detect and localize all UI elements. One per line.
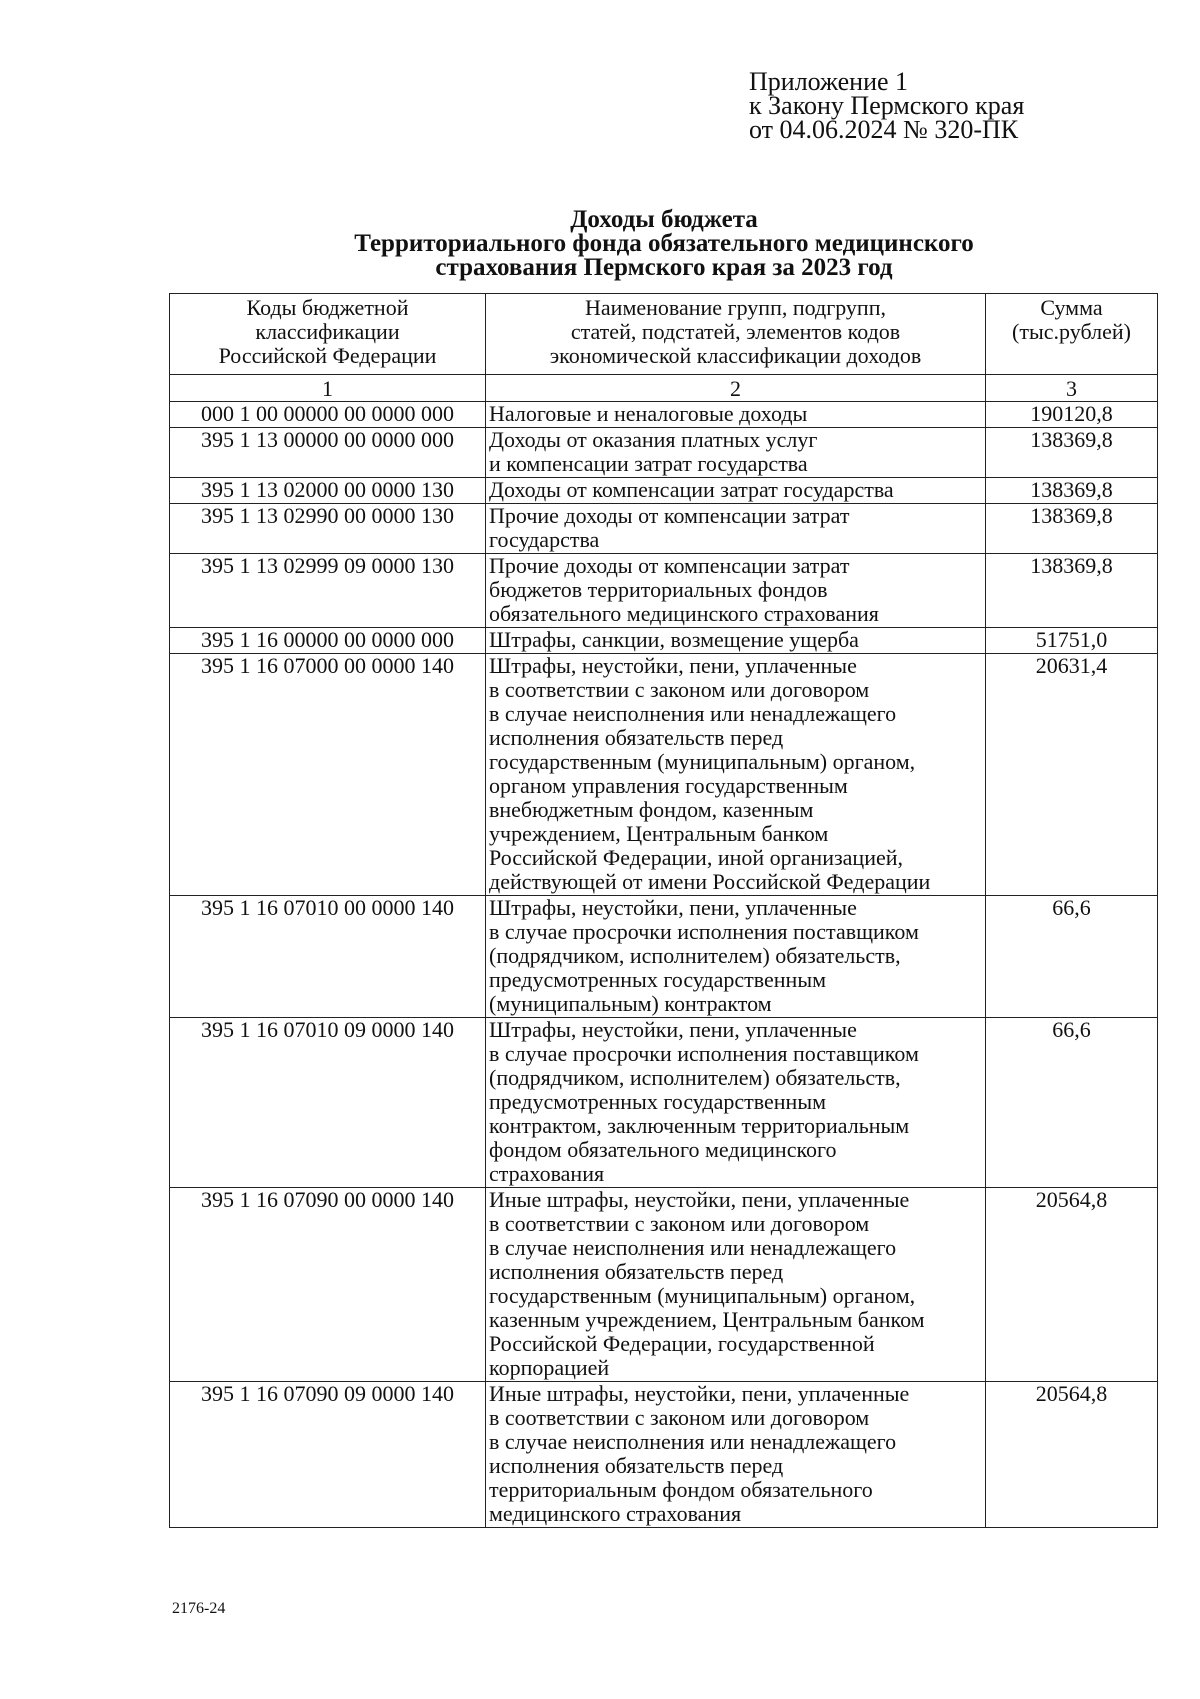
sum-cell: 51751,0 (986, 628, 1158, 654)
table-row (170, 478, 1158, 504)
header-line: Сумма (1040, 295, 1103, 320)
income-name-line: действующей от имени Российской Федерации (489, 869, 931, 894)
title-line: страхования Пермского края за 2023 год (435, 254, 893, 281)
income-name-line: Иные штрафы, неустойки, пени, уплаченные (489, 1187, 910, 1212)
income-name-line: Доходы от оказания платных услуг (489, 427, 818, 452)
document-number: 2176-24 (172, 1600, 226, 1617)
income-name-line: территориальным фондом обязательного (489, 1477, 873, 1502)
income-name-line: внебюджетным фондом, казенным (489, 797, 814, 822)
budget-code-cell: 395 1 13 02999 09 0000 130 (170, 554, 486, 628)
income-name-line: корпорацией (489, 1355, 610, 1380)
income-name-line: и компенсации затрат государства (489, 451, 808, 476)
document-title (170, 208, 1158, 280)
sum-cell: 138369,8 (986, 504, 1158, 554)
income-name-line: (подрядчиком, исполнителем) обязательств, (489, 943, 901, 968)
income-name-cell (486, 478, 986, 504)
header-line: классификации (255, 319, 400, 344)
column-number: 2 (486, 375, 986, 402)
income-name-line: (муниципальным) контрактом (489, 991, 772, 1016)
header-line: Наименование групп, подгрупп, (585, 295, 886, 320)
income-name-cell (486, 1018, 986, 1188)
income-name-line: предусмотренных государственным (489, 1089, 827, 1114)
sum-cell: 138369,8 (986, 428, 1158, 478)
table-row (170, 1018, 1158, 1188)
budget-code-cell: 395 1 13 02000 00 0000 130 (170, 478, 486, 504)
income-name-cell (486, 896, 986, 1018)
header-line: (тыс.рублей) (1012, 319, 1131, 344)
income-name-line: исполнения обязательств перед (489, 1259, 784, 1284)
income-name-line: в случае просрочки исполнения поставщиком (489, 1041, 919, 1066)
sum-cell: 190120,8 (986, 402, 1158, 428)
table-row (170, 896, 1158, 1018)
income-name-line: государственным (муниципальным) органом, (489, 1283, 916, 1308)
income-name-cell (486, 554, 986, 628)
budget-income-table (169, 293, 1158, 1528)
budget-code-cell: 395 1 16 07090 09 0000 140 (170, 1382, 486, 1528)
sum-cell: 20631,4 (986, 654, 1158, 896)
budget-code-cell: 000 1 00 00000 00 0000 000 (170, 402, 486, 428)
income-name-line: Прочие доходы от компенсации затрат (489, 553, 850, 578)
sum-cell: 66,6 (986, 1018, 1158, 1188)
header-line: статей, подстатей, элементов кодов (570, 319, 901, 344)
budget-code-cell: 395 1 16 07010 00 0000 140 (170, 896, 486, 1018)
column-number-row (170, 375, 1158, 402)
income-name-line: бюджетов территориальных фондов (489, 577, 828, 602)
income-name-line: страхования (489, 1161, 605, 1186)
income-name-line: в случае неисполнения или ненадлежащего (489, 1235, 897, 1260)
income-name-line: медицинского страхования (489, 1501, 742, 1526)
income-name-line: в соответствии с законом или договором (489, 677, 870, 702)
income-name-line: в соответствии с законом или договором (489, 1405, 870, 1430)
appendix-reference (749, 67, 1025, 144)
budget-code-cell: 395 1 16 00000 00 0000 000 (170, 628, 486, 654)
sum-cell: 138369,8 (986, 478, 1158, 504)
income-name-line: казенным учреждением, Центральным банком (489, 1307, 925, 1332)
sum-cell: 20564,8 (986, 1382, 1158, 1528)
income-name-line: Налоговые и неналоговые доходы (489, 401, 808, 426)
column-number: 3 (986, 375, 1158, 402)
income-name-line: предусмотренных государственным (489, 967, 827, 992)
header-line: экономической классификации доходов (549, 343, 922, 368)
income-name-line: исполнения обязательств перед (489, 1453, 784, 1478)
header-codes (170, 294, 486, 375)
table-row (170, 402, 1158, 428)
income-name-line: Штрафы, неустойки, пени, уплаченные (489, 653, 857, 678)
income-name-line: государственным (муниципальным) органом, (489, 749, 916, 774)
budget-code-cell: 395 1 16 07010 09 0000 140 (170, 1018, 486, 1188)
income-name-line: исполнения обязательств перед (489, 725, 784, 750)
column-number: 1 (170, 375, 486, 402)
income-name-line: Штрафы, неустойки, пени, уплаченные (489, 1017, 857, 1042)
income-name-line: Прочие доходы от компенсации затрат (489, 503, 850, 528)
income-name-line: Российской Федерации, государственной (489, 1331, 875, 1356)
budget-code-cell: 395 1 13 00000 00 0000 000 (170, 428, 486, 478)
income-name-line: контрактом, заключенным территориальным (489, 1113, 910, 1138)
table-row (170, 428, 1158, 478)
header-line: Коды бюджетной (246, 295, 409, 320)
income-name-line: органом управления государственным (489, 773, 848, 798)
income-name-line: учреждением, Центральным банком (489, 821, 829, 846)
appendix-line: к Закону Пермского края (749, 91, 1025, 120)
title-line: Территориального фонда обязательного медицинского (354, 230, 974, 257)
table-row (170, 1188, 1158, 1382)
sum-cell: 20564,8 (986, 1188, 1158, 1382)
income-name-line: государства (489, 527, 600, 552)
budget-code-cell: 395 1 16 07090 00 0000 140 (170, 1188, 486, 1382)
income-name-line: фондом обязательного медицинского (489, 1137, 837, 1162)
income-name-line: Штрафы, неустойки, пени, уплаченные (489, 895, 857, 920)
table-row (170, 554, 1158, 628)
appendix-line: от 04.06.2024 № 320-ПК (749, 115, 1019, 144)
header-line: Российской Федерации (218, 343, 437, 368)
income-name-line: в случае неисполнения или ненадлежащего (489, 1429, 897, 1454)
income-name-line: в случае неисполнения или ненадлежащего (489, 701, 897, 726)
income-name-cell (486, 1188, 986, 1382)
income-name-cell (486, 504, 986, 554)
title-line: Доходы бюджета (570, 206, 758, 233)
income-name-cell (486, 628, 986, 654)
income-name-cell (486, 1382, 986, 1528)
appendix-line: Приложение 1 (749, 67, 909, 96)
header-names (486, 294, 986, 375)
income-name-line: Штрафы, санкции, возмещение ущерба (489, 627, 859, 652)
header-sum (986, 294, 1158, 375)
income-name-cell (486, 428, 986, 478)
income-name-line: Доходы от компенсации затрат государства (489, 477, 894, 502)
budget-code-cell: 395 1 13 02990 00 0000 130 (170, 504, 486, 554)
table-row (170, 1382, 1158, 1528)
budget-code-cell: 395 1 16 07000 00 0000 140 (170, 654, 486, 896)
sum-cell: 66,6 (986, 896, 1158, 1018)
income-name-line: обязательного медицинского страхования (489, 601, 879, 626)
income-name-cell (486, 402, 986, 428)
income-name-line: Иные штрафы, неустойки, пени, уплаченные (489, 1381, 910, 1406)
income-name-cell (486, 654, 986, 896)
income-name-line: в соответствии с законом или договором (489, 1211, 870, 1236)
income-name-line: (подрядчиком, исполнителем) обязательств, (489, 1065, 901, 1090)
income-name-line: Российской Федерации, иной организацией, (489, 845, 904, 870)
table-row (170, 628, 1158, 654)
table-header-row (170, 294, 1158, 375)
sum-cell: 138369,8 (986, 554, 1158, 628)
income-name-line: в случае просрочки исполнения поставщиком (489, 919, 919, 944)
table-row (170, 654, 1158, 896)
table-row (170, 504, 1158, 554)
